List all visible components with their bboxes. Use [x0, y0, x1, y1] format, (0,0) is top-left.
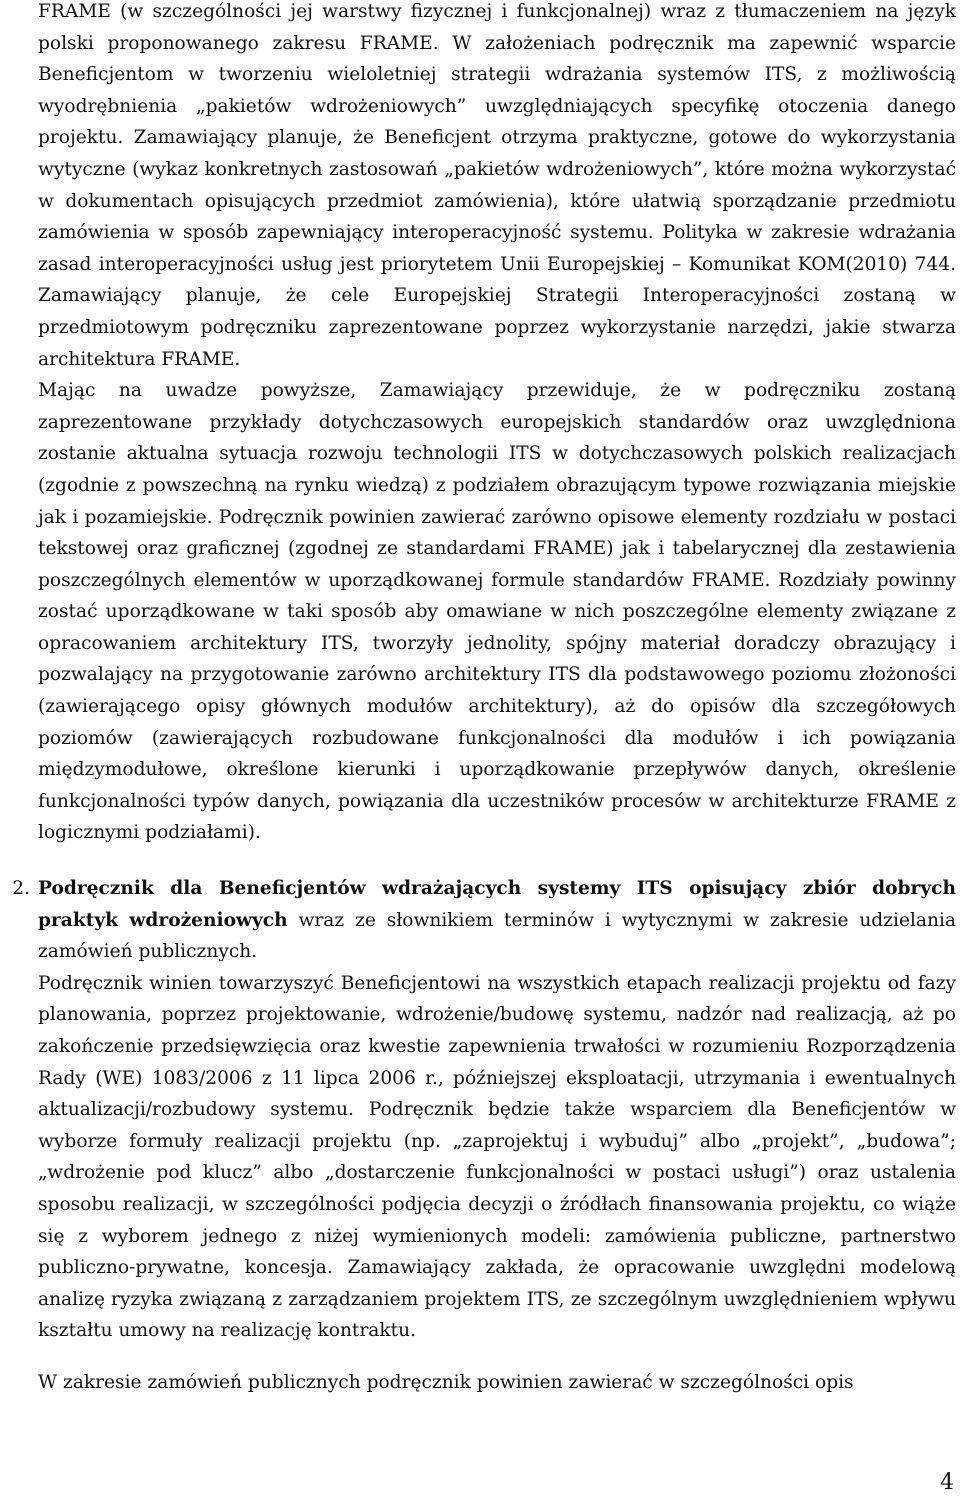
list-number: 2.: [12, 878, 30, 900]
list-item-2: [12, 873, 956, 1399]
page-number: 4: [940, 1470, 954, 1495]
paragraph-procurement: W zakresie zamówień publicznych podręcznik powinien zawierać w szczególności opis: [38, 1371, 854, 1393]
paragraph-continuation: FRAME (w szczególności jej warstwy fizycznej i funkcjonalnej) wraz z tłumaczeniem na język polski proponowanego zakresu FRAME. W założeniach podręcznik ma zapewnić wsparcie Beneficjentom w tworzeniu wieloletniej strategii wdrażania systemów ITS, z możliwością wyodrębnienia „pakietów wdrożeniowych” uwzględniających specyfikę otoczenia danego projektu. Zamawiający planuje, że Beneficjent otrzyma praktyczne, gotowe do wykorzystania wytyczne (wykaz konkretnych zastosowań „pakietów wdrożeniowych”, które można wykorzystać w dokumentach opisujących przedmiot zamówienia), które ułatwią sporządzanie przedmiotu zamówienia w sposób zapewniający interoperacyjność systemu. Polityka w zakresie wdrażania zasad interoperacyjności usług jest priorytetem Unii Europejskiej – Komunikat KOM(2010) 744. Zamawiający planuje, że cele Europejskiej Strategii Interoperacyjności zostaną w przedmiotowym podręczniku zaprezentowane poprzez wykorzystanie narzędzi, jakie stwarza architektura FRAME.: [38, 1, 956, 370]
paragraph-handbook: Podręcznik winien towarzyszyć Beneficjentowi na wszystkich etapach realizacji projektu od fazy planowania, poprzez projektowanie, wdrożenie/budowę systemu, nadzór nad realizacją, aż po zakończenie przedsięwzięcia oraz kwestie zapewnienia trwałości w rozumieniu Rozporządzenia Rady (WE) 1083/2006 z 11 lipca 2006 r., późniejszej eksploatacji, utrzymania i ewentualnych aktualizacji/rozbudowy systemu. Podręcznik będzie także wsparciem dla Beneficjentów w wyborze formuły realizacji projektu (np. „zaprojektuj i wybuduj” albo „projekt”, „budowa”; „wdrożenie pod klucz” albo „dostarczenie funkcjonalności w postaci usługi”) oraz ustalenia sposobu realizacji, w szczególności podjęcia decyzji o źródłach finansowania projektu, co wiąże się z wyborem jednego z niżej wymienionych modeli: zamówienia publiczne, partnerstwo publiczno-prywatne, koncesja. Zamawiający zakłada, że opracowanie uwzględni modelową analizę ryzyka związaną z zarządzaniem projektem ITS, ze szczególnym uwzględnieniem wpływu kształtu umowy na realizację kontraktu.: [38, 972, 956, 1342]
list-item-heading: [38, 873, 956, 968]
list-item-title-rest: wraz ze słownikiem terminów i wytycznymi w zakresie udzielania zamówień publicznych.: [38, 909, 956, 963]
document-page: [12, 0, 956, 1399]
paragraph-frame-examples: Mając na uwadze powyższe, Zamawiający przewiduje, że w podręczniku zostaną zaprezentowane przykłady dotychczasowych europejskich standardów oraz uwzględniona zostanie aktualna sytuacja rozwoju technologii ITS w dotychczasowych polskich realizacjach (zgodnie z powszechną na rynku wiedzą) z podziałem obrazującym typowe rozwiązania miejskie jak i pozamiejskie. Podręcznik powinien zawierać zarówno opisowe elementy rozdziału w postaci tekstowej oraz graficznej (zgodnej ze standardami FRAME) jak i tabelarycznej dla zestawienia poszczególnych elementów w uporządkowanej formule standardów FRAME. Rozdziały powinny zostać uporządkowane w taki sposób aby omawiane w nich poszczególne elementy związane z opracowaniem architektury ITS, tworzyły jednolity, spójny materiał doradczy obrazujący i pozwalający na przygotowanie zarówno architektury ITS dla podstawowego poziomu złożoności (zawierającego opisy głównych modułów architektury), aż do opisów dla szczegółowych poziomów (zawierających rozbudowane funkcjonalności dla modułów i ich powiązania międzymodułowe, określone kierunki i uporządkowanie przepływów danych, określenie funkcjonalności typów danych, powiązania dla uczestników procesów w architekturze FRAME z logicznymi podziałami).: [38, 380, 956, 844]
list-item-title: Podręcznik dla Beneficjentów wdrażających systemy ITS opisujący zbiór dobrych praktyk wdrożeniowych: [38, 878, 956, 931]
